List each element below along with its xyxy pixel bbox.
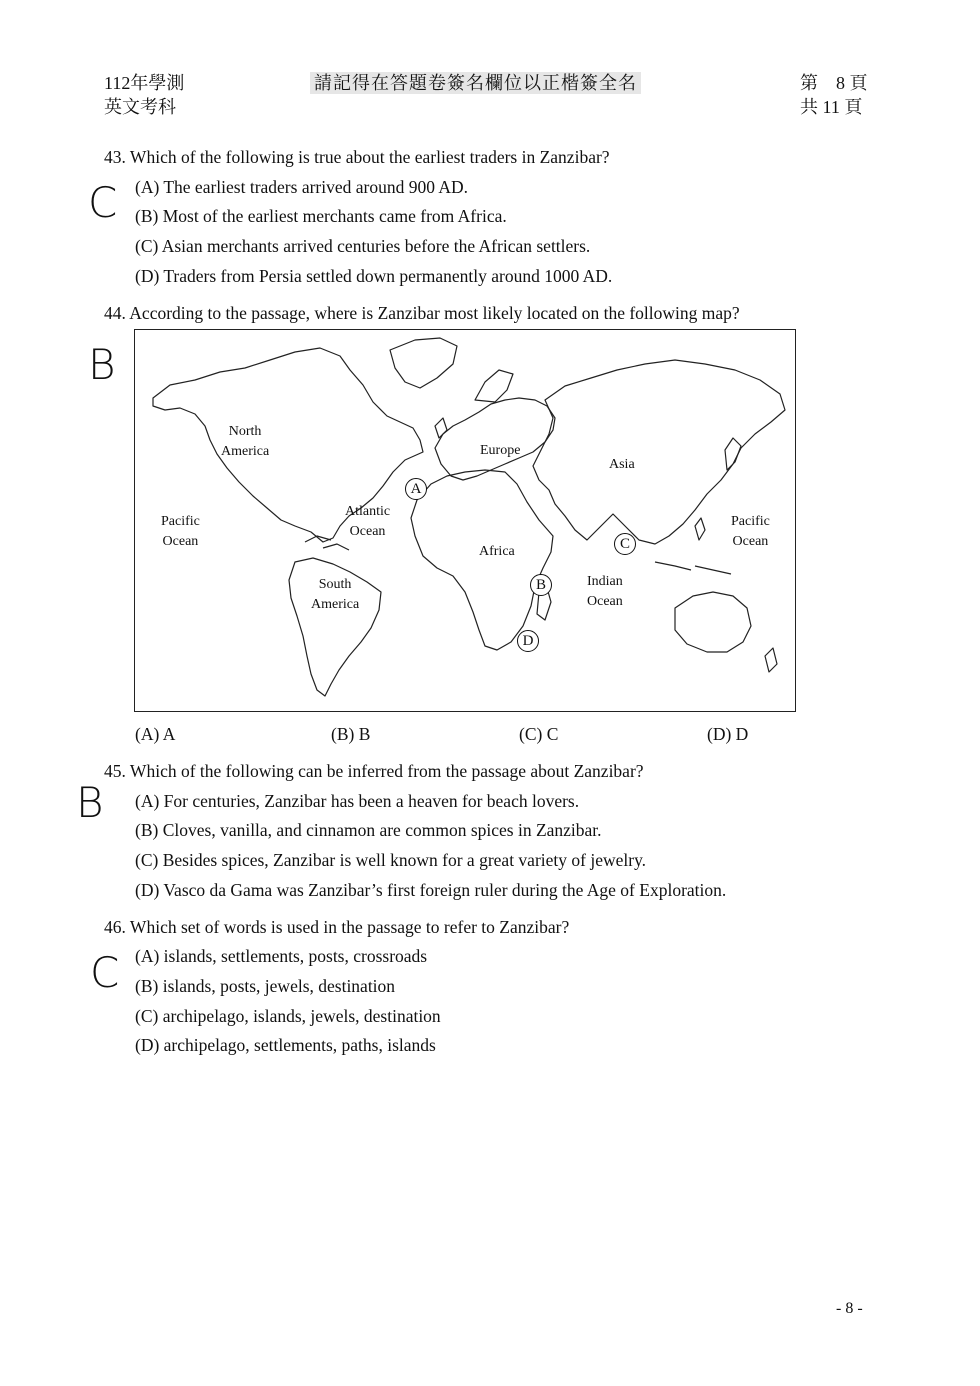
label-ocean: Ocean — [162, 534, 199, 549]
map-marker-c: C — [614, 533, 636, 555]
page-number: - 8 - — [836, 1300, 863, 1317]
label-america: America — [311, 597, 360, 612]
handwritten-answer-43: C — [88, 178, 118, 227]
label-indian: Indian — [587, 574, 623, 589]
label-south: South — [318, 577, 352, 592]
map-marker-b: B — [530, 574, 552, 596]
total-pages-label: 共 11 頁 — [800, 97, 863, 117]
question-46-stem: 46. Which set of words is used in the passage to refer to Zanzibar? — [104, 917, 570, 937]
label-pacific-right — [731, 512, 770, 552]
question-46-option-b: (B) islands, posts, jewels, destination — [135, 976, 396, 996]
question-44-option-d: (D) D — [707, 724, 749, 744]
question-45-stem: 45. Which of the following can be inferred from the passage about Zanzibar? — [104, 761, 644, 781]
uk-outline — [435, 418, 447, 438]
philippines-outline — [695, 518, 705, 540]
label-ocean: Ocean — [587, 594, 623, 609]
world-map — [134, 329, 796, 712]
question-44-option-a: (A) A — [135, 724, 176, 744]
label-africa: Africa — [479, 544, 515, 559]
label-america: America — [221, 444, 270, 459]
australia-outline — [675, 592, 751, 652]
exam-title: 112年學測 — [104, 73, 185, 93]
greenland-outline — [390, 338, 457, 388]
question-43-option-c: (C) Asian merchants arrived centuries before the African settlers. — [135, 236, 591, 256]
japan-outline — [725, 438, 741, 470]
label-europe: Europe — [480, 443, 521, 458]
question-46-option-c: (C) archipelago, islands, jewels, destination — [135, 1006, 441, 1026]
label-pacific: Pacific — [731, 514, 770, 529]
label-north: North — [228, 424, 262, 439]
question-44-stem: 44. According to the passage, where is Zanzibar most likely located on the following map? — [104, 303, 740, 323]
europe-outline — [435, 398, 555, 480]
label-atlantic-word: Atlantic — [345, 504, 391, 519]
world-map-outline — [135, 330, 795, 711]
handwritten-answer-46: C — [90, 948, 120, 997]
question-44-option-b: (B) B — [331, 724, 371, 744]
question-43-option-b: (B) Most of the earliest merchants came from Africa. — [135, 206, 507, 226]
handwritten-answer-44: B — [88, 340, 116, 389]
handwritten-answer-45: B — [76, 778, 104, 827]
label-atlantic — [345, 502, 390, 542]
new-zealand-outline — [765, 648, 777, 672]
map-marker-a: A — [405, 478, 427, 500]
question-44-option-c: (C) C — [519, 724, 559, 744]
map-marker-d: D — [517, 630, 539, 652]
label-indian-ocean — [587, 572, 623, 612]
label-ocean: Ocean — [732, 534, 769, 549]
scandinavia-outline — [475, 370, 513, 402]
subject-title: 英文考科 — [104, 97, 176, 117]
question-43-option-a: (A) The earliest traders arrived around 900 AD. — [135, 177, 469, 197]
label-south-america — [311, 575, 359, 615]
question-45-option-d: (D) Vasco da Gama was Zanzibar’s first foreign ruler during the Age of Exploration. — [135, 880, 727, 900]
page-label: 第 8 頁 — [800, 73, 868, 93]
question-45-option-c: (C) Besides spices, Zanzibar is well known for a great variety of jewelry. — [135, 850, 647, 870]
question-46-option-d: (D) archipelago, settlements, paths, islands — [135, 1035, 436, 1055]
label-pacific-left — [161, 512, 200, 552]
question-45-option-b: (B) Cloves, vanilla, and cinnamon are common spices in Zanzibar. — [135, 820, 602, 840]
label-pacific: Pacific — [161, 514, 200, 529]
caribbean-outline — [305, 536, 349, 550]
label-asia: Asia — [609, 457, 635, 472]
question-46-option-a: (A) islands, settlements, posts, crossroads — [135, 946, 428, 966]
label-ocean: Ocean — [349, 524, 386, 539]
indonesia-outline — [655, 562, 731, 574]
question-43-option-d: (D) Traders from Persia settled down permanently around 1000 AD. — [135, 266, 613, 286]
label-north-america — [221, 422, 269, 462]
signature-notice: 請記得在答題卷簽名欄位以正楷簽全名 — [310, 72, 641, 94]
question-43-stem: 43. Which of the following is true about the earliest traders in Zanzibar? — [104, 147, 610, 167]
question-45-option-a: (A) For centuries, Zanzibar has been a heaven for beach lovers. — [135, 791, 580, 811]
